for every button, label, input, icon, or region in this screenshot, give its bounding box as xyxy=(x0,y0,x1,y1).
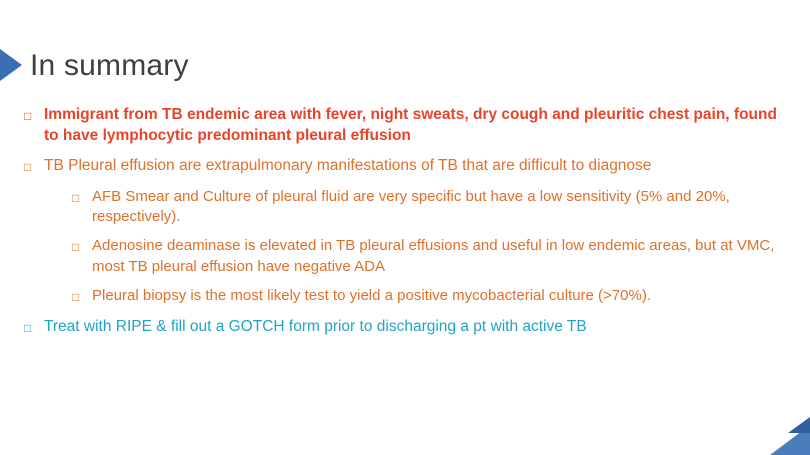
list-item-label: AFB Smear and Culture of pleural fluid are very specific but have a low sensitivity (5% and 20%, respectively). xyxy=(92,187,730,226)
square-bullet-icon: □ xyxy=(24,159,32,174)
list-item-label: Adenosine deaminase is elevated in TB pleural effusions and useful in low endemic areas, but at VMC, most TB pleural effusion have negative ADA xyxy=(92,237,775,275)
slide-title-row xyxy=(0,40,189,90)
square-bullet-icon: □ xyxy=(24,320,32,335)
corner-decoration xyxy=(758,415,810,455)
triangle-decoration-dark xyxy=(788,417,810,433)
list-item xyxy=(24,105,792,147)
list-item xyxy=(24,317,792,339)
list-item-label: Pleural biopsy is the most likely test to yield a positive mycobacterial culture (>70%). xyxy=(92,286,651,304)
list-item xyxy=(24,156,792,178)
triangle-bullet-icon xyxy=(0,49,22,81)
list-item-label: TB Pleural effusion are extrapulmonary manifestations of TB that are difficult to diagnose xyxy=(44,156,652,174)
bullet-list xyxy=(24,105,792,342)
list-item-label: Treat with RIPE & fill out a GOTCH form prior to discharging a pt with active TB xyxy=(44,317,587,335)
square-bullet-icon: □ xyxy=(72,240,80,255)
list-item xyxy=(72,187,790,228)
square-bullet-icon: □ xyxy=(24,109,32,123)
page-title: In summary xyxy=(30,48,189,82)
square-bullet-icon: □ xyxy=(72,289,80,304)
square-bullet-icon: □ xyxy=(72,190,80,205)
list-item xyxy=(72,236,790,277)
list-item xyxy=(72,286,790,308)
list-item-label: Immigrant from TB endemic area with fever, night sweats, dry cough and pleuritic chest pain, found to have lymphocytic predominant pleural effusion xyxy=(44,106,777,144)
